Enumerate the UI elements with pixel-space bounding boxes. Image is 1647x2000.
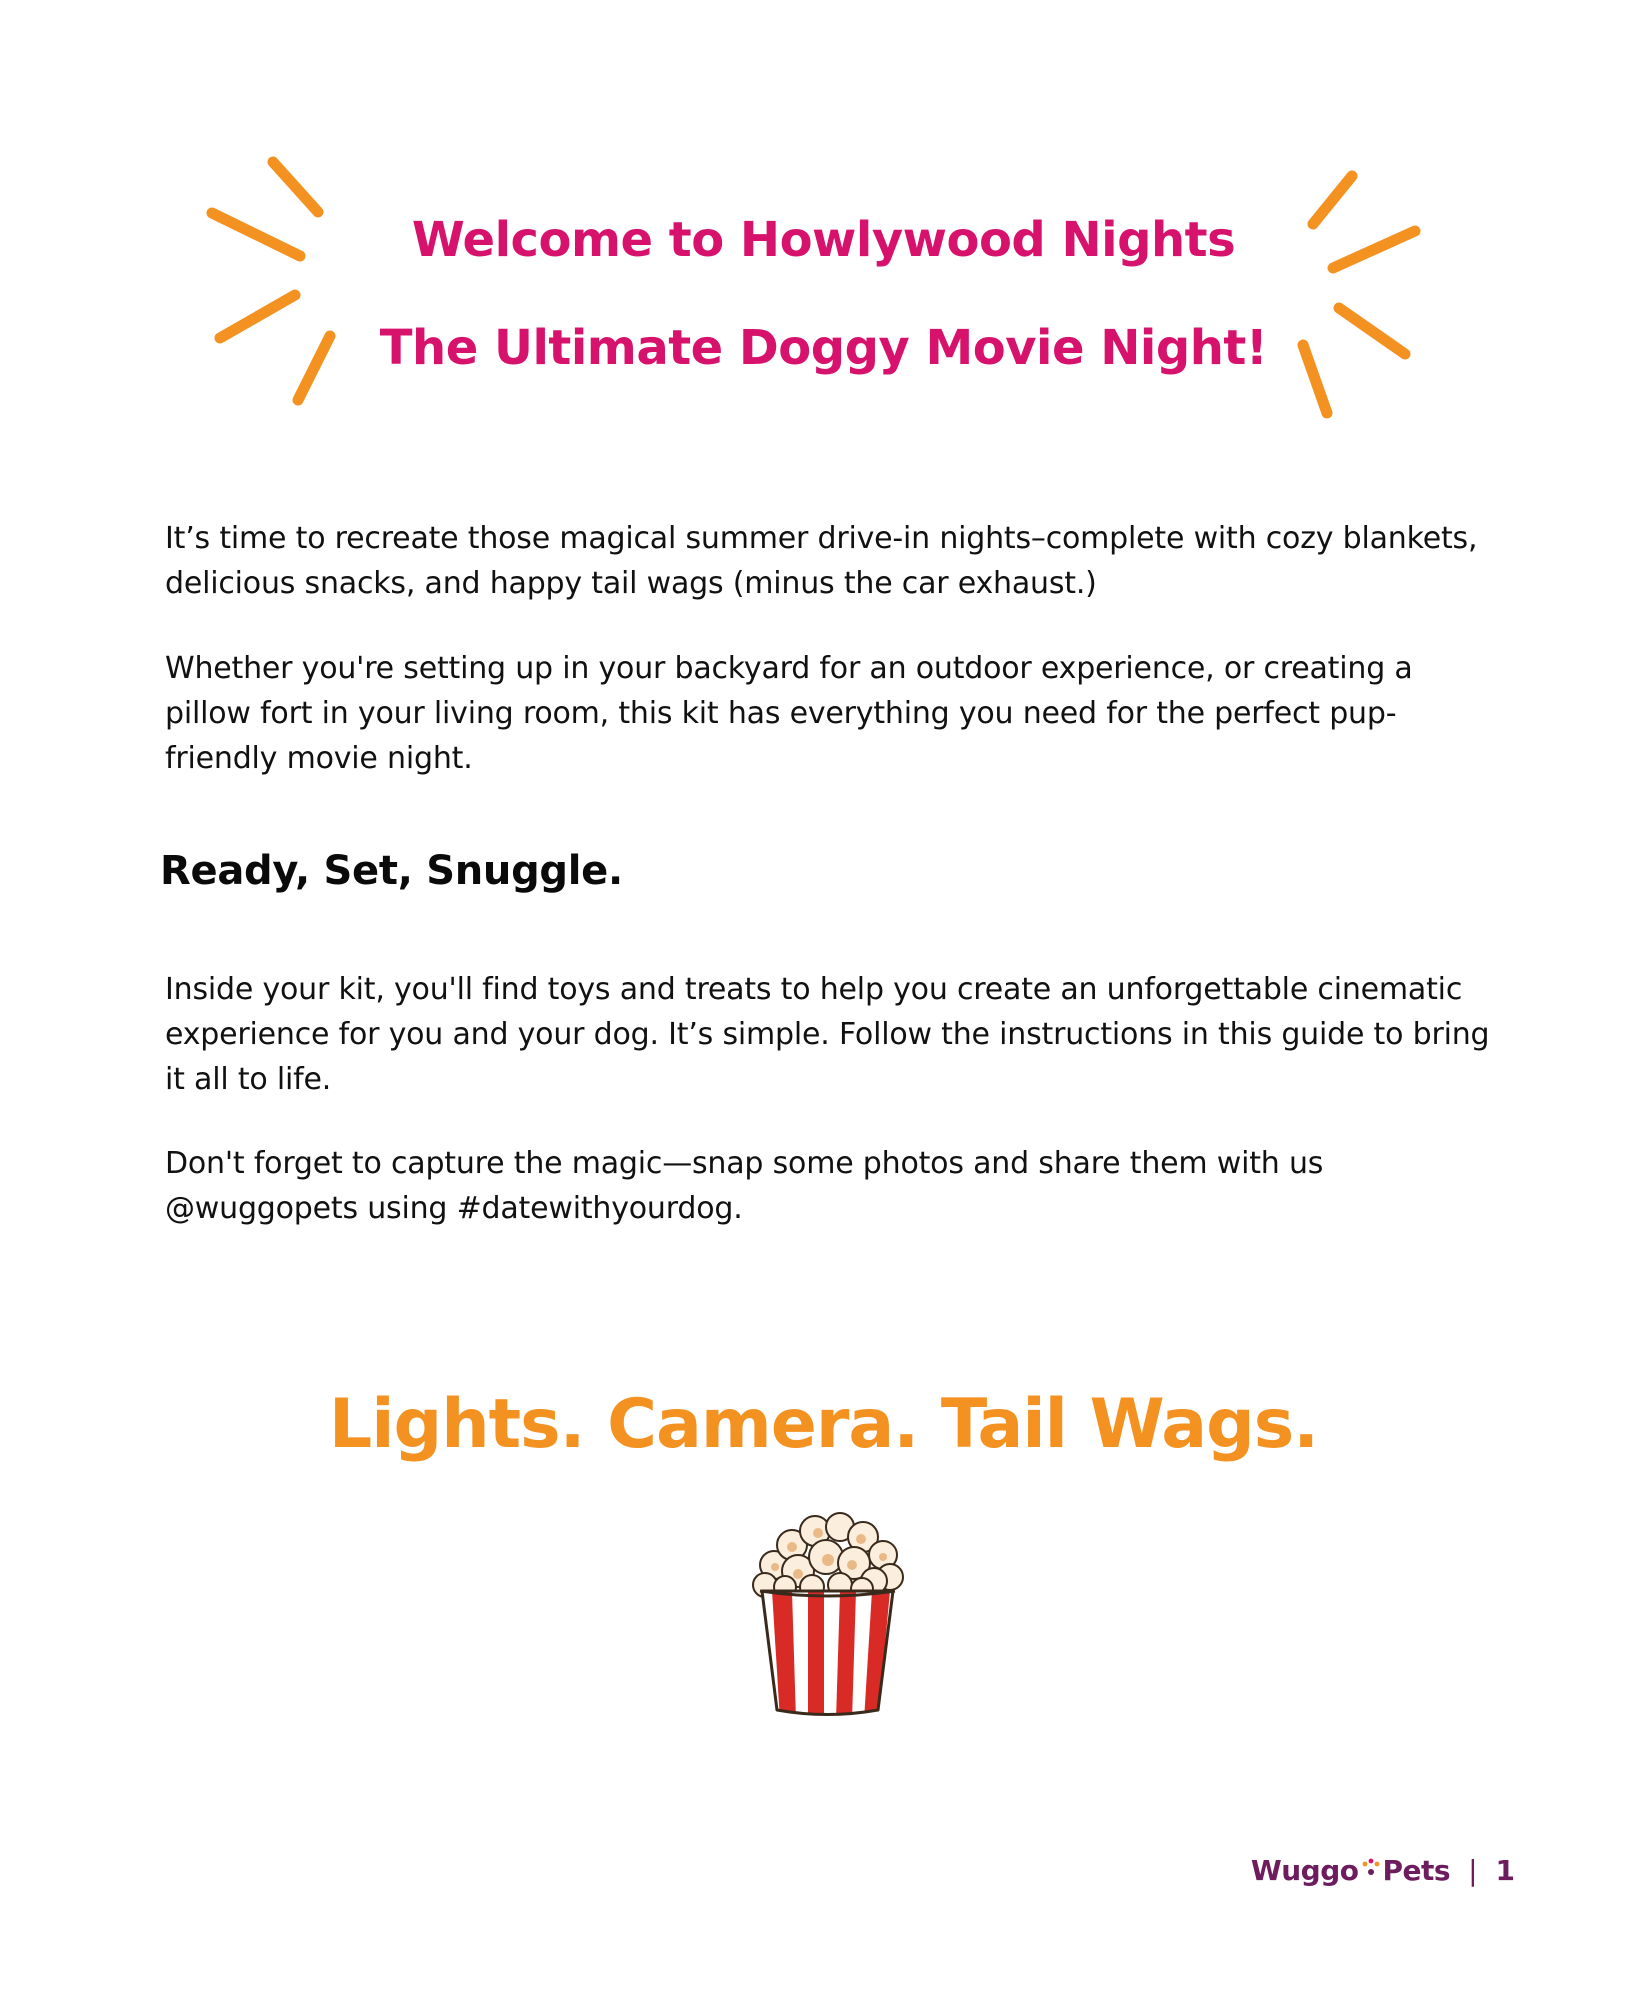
intro-paragraph-1: It’s time to recreate those magical summer drive-in nights–complete with cozy blankets, delicious snacks, and happy tail wags (minus the car exhaust.) (165, 521, 1478, 601)
logo-text-pets: Pets (1382, 1853, 1451, 1887)
intro-paragraph-2: Whether you're setting up in your backyard for an outdoor experience, or creating a pillow fort in your living room, this kit has everything you need for the perfect pup-friendly movie night. (165, 651, 1413, 776)
tagline: Lights. Camera. Tail Wags. (328, 1385, 1319, 1464)
wuggo-pets-logo (1251, 1854, 1450, 1887)
page-number: 1 (1495, 1853, 1515, 1887)
section-heading: Ready, Set, Snuggle. (160, 848, 623, 894)
page-title-line-1: Welcome to Howlywood Nights (411, 212, 1236, 268)
section-paragraph-2: Don't forget to capture the magic—snap some photos and share them with us @wuggopets using #datewithyourdog. (165, 1146, 1324, 1226)
popcorn-bucket-icon (740, 1505, 915, 1720)
page-footer (1251, 1850, 1515, 1890)
logo-text-wugg: Wugg (1250, 1853, 1340, 1887)
paw-icon (1361, 1858, 1381, 1882)
section-paragraph-1: Inside your kit, you'll find toys and treats to help you create an unforgettable cinematic experience for you and your dog. It’s simple. Follow the instructions in this guide to bring it all to life. (165, 972, 1490, 1097)
footer-divider: | (1468, 1853, 1478, 1887)
page-title-line-2: The Ultimate Doggy Movie Night! (379, 320, 1268, 376)
logo-text-o: o (1339, 1853, 1359, 1887)
